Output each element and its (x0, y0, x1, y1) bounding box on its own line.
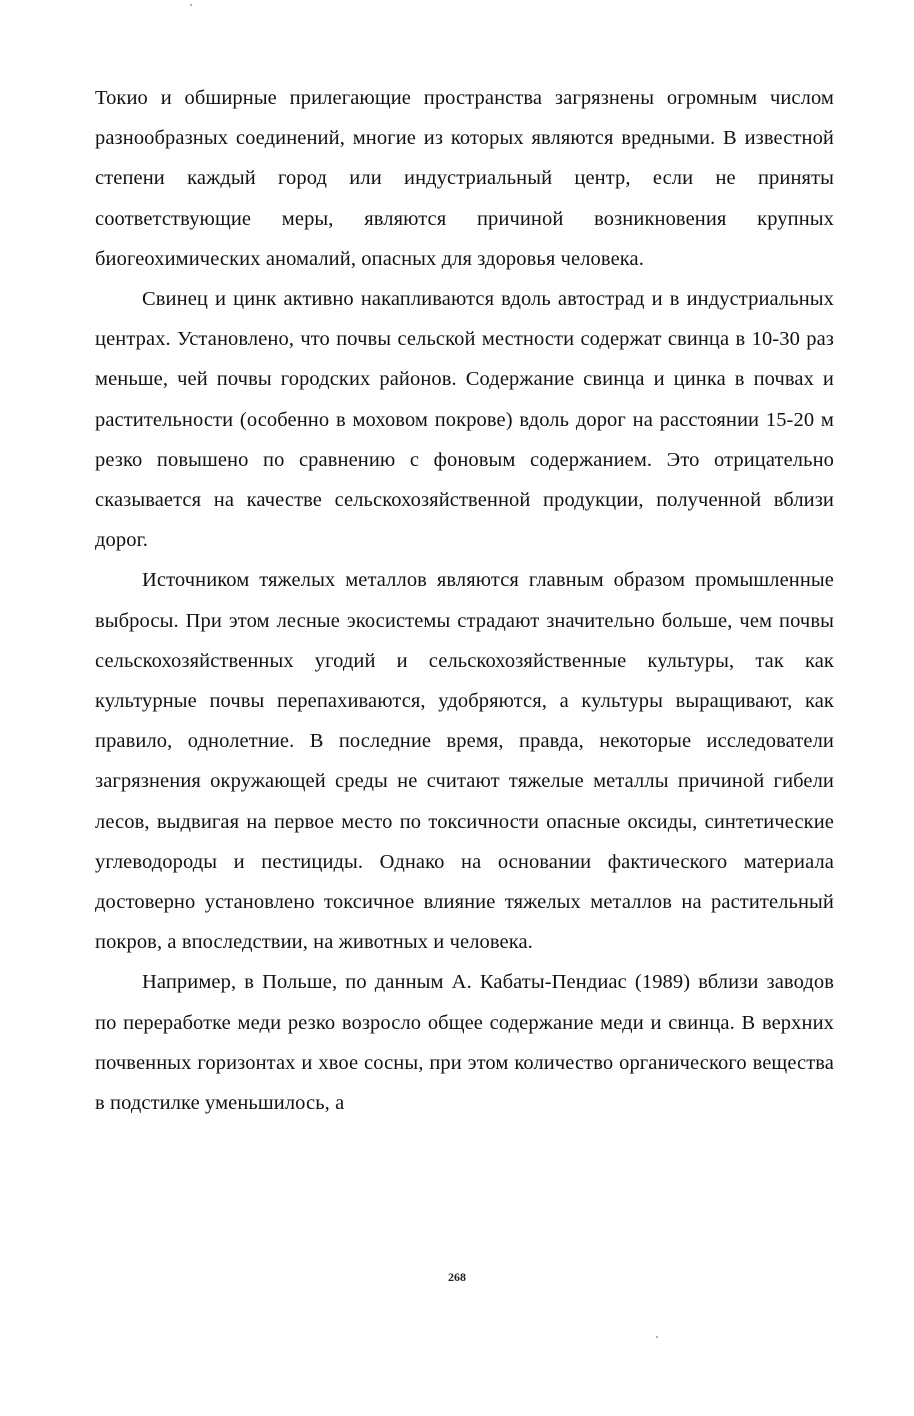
paragraph-3: Источником тяжелых металлов являются главным образом промышленные выбросы. При этом лесные экосистемы страдают значительно больше, чем почвы сельскохозяйственных угодий и сельскохозяйственные культуры, так как культурные почвы перепахиваются, удобряются, а культуры выращивают, как правило, однолетние. В последние время, правда, некоторые исследователи загрязнения окружающей среды не считают тяжелые металлы причиной гибели лесов, выдвигая на первое место по токсичности опасные оксиды, синтетические углеводороды и пестициды. Однако на основании фактического материала достоверно установлено токсичное влияние тяжелых металлов на растительный покров, а впоследствии, на животных и человека. (95, 569, 834, 954)
page-number: 268 (448, 1270, 466, 1284)
scan-speck (656, 1336, 658, 1338)
paragraph-1: Токио и обширные прилегающие пространства загрязнены огромным числом разнообразных соединений, многие из которых являются вредными. В известной степени каждый город или индустриальный центр, если не приняты соответствующие меры, являются причиной возникновения крупных биогеохимических аномалий, опасных для здоровья человека. (95, 87, 834, 270)
body-text (95, 78, 834, 1123)
paragraph-4: Например, в Польше, по данным А. Кабаты-Пендиас (1989) вблизи заводов по переработке меди резко возросло общее содержание меди и свинца. В верхних почвенных горизонтах и хвое сосны, при этом количество органического вещества в подстилке уменьшилось, а (95, 971, 834, 1115)
paragraph-2: Свинец и цинк активно накапливаются вдоль автострад и в индустриальных центрах. Установлено, что почвы сельской местности содержат свинца в 10-30 раз меньше, чей почвы городских районов. Содержание свинца и цинка в почвах и растительности (особенно в моховом покрове) вдоль дорог на расстоянии 15-20 м резко повышено по сравнению с фоновым содержанием. Это отрицательно сказывается на качестве сельскохозяйственной продукции, полученной вблизи дорог. (95, 288, 834, 552)
scan-speck (190, 4, 192, 6)
